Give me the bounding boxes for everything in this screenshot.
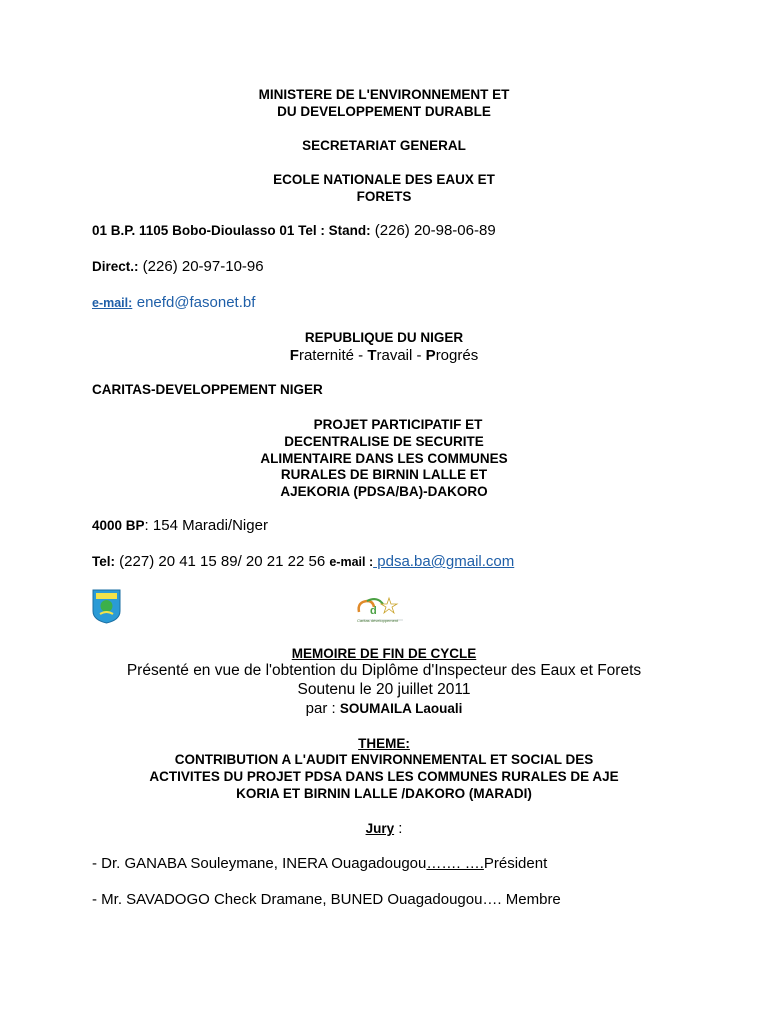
republic-name: REPUBLIQUE DU NIGER (304, 330, 464, 345)
project-bp-line (92, 517, 268, 534)
ministry-line-1: MINISTERE DE L'ENVIRONNEMENT ET (258, 87, 510, 102)
caritas-logo-caption: Caritas développement (357, 618, 399, 623)
direct-label: Direct.: (92, 259, 139, 274)
project-line-1: PROJET PARTICIPATIF ET (313, 417, 483, 432)
project-email-link[interactable]: pdsa.ba@gmail.com (373, 553, 515, 570)
school-email-link[interactable]: enefd@fasonet.bf (136, 294, 256, 311)
jury-label: Jury (365, 821, 395, 836)
memoire-presented: Présenté en vue de l'obtention du Diplôme d'Inspecteur des Eaux et Forets (126, 662, 642, 679)
theme-line-2: ACTIVITES DU PROJET PDSA DANS LES COMMUNES RURALES DE AJE (149, 769, 619, 784)
author-name: SOUMAILA Laouali (339, 701, 463, 716)
project-email-label: e-mail : (329, 555, 374, 569)
school-line-1: ECOLE NATIONALE DES EAUX ET (273, 172, 495, 187)
direct-phone: (226) 20-97-10-96 (138, 258, 264, 275)
bp-value: : 154 Maradi/Niger (144, 517, 268, 534)
bp-label: 4000 BP (92, 518, 145, 533)
svg-text:d: d (370, 605, 377, 617)
project-line-5: AJEKORIA (PDSA/BA)-DAKORO (280, 484, 488, 499)
theme-line-1: CONTRIBUTION A L'AUDIT ENVIRONNEMENTAL ET SOCIAL DES (174, 752, 594, 767)
theme-label: THEME: (358, 736, 410, 751)
direct-line (92, 258, 264, 275)
caritas-heading: CARITAS-DEVELOPPEMENT NIGER (92, 382, 323, 397)
author-prefix: par : (305, 700, 340, 717)
stand-phone: (226) 20-98-06-89 (370, 222, 496, 239)
jury-member-1-dots: ……. …. (426, 855, 484, 872)
school-emblem-icon (92, 589, 121, 624)
tel-label: Tel: (92, 554, 115, 569)
project-tel-line (92, 553, 514, 571)
school-email-label: e-mail: (92, 296, 133, 310)
jury-member-2-name: - Mr. SAVADOGO Check Dramane, BUNED Ouagadougou…. Membre (92, 891, 561, 908)
jury-member-2 (92, 891, 561, 908)
caritas-logo-icon (353, 594, 405, 626)
tel-value: (227) 20 41 15 89/ 20 21 22 56 (115, 553, 330, 570)
address-label: 01 B.P. 1105 Bobo-Dioulasso 01 Tel : Stand: (92, 223, 371, 238)
jury-member-1-role: Président (483, 855, 548, 872)
jury-colon: : (394, 820, 403, 837)
ministry-line-2: DU DEVELOPPEMENT DURABLE (277, 104, 491, 119)
jury-member-1-name: - Dr. GANABA Souleymane, INERA Ouagadougou (92, 855, 427, 872)
jury-heading (0, 820, 768, 837)
memoire-title: MEMOIRE DE FIN DE CYCLE (291, 646, 477, 661)
school-email-line (92, 294, 255, 312)
jury-member-1 (92, 855, 547, 872)
school-line-2: FORETS (356, 189, 412, 204)
project-line-3: ALIMENTAIRE DANS LES COMMUNES (260, 451, 508, 466)
address-line (92, 222, 496, 239)
theme-line-3: KORIA ET BIRNIN LALLE /DAKORO (MARADI) (236, 786, 532, 801)
project-line-2: DECENTRALISE DE SECURITE (284, 434, 484, 449)
memoire-author-line (0, 700, 768, 717)
project-line-4: RURALES DE BIRNIN LALLE ET (280, 467, 488, 482)
republic-motto: Fraternité - Travail - Progrés (289, 347, 479, 364)
secretariat-heading: SECRETARIAT GENERAL (302, 138, 466, 153)
memoire-date: Soutenu le 20 juillet 2011 (297, 681, 471, 698)
